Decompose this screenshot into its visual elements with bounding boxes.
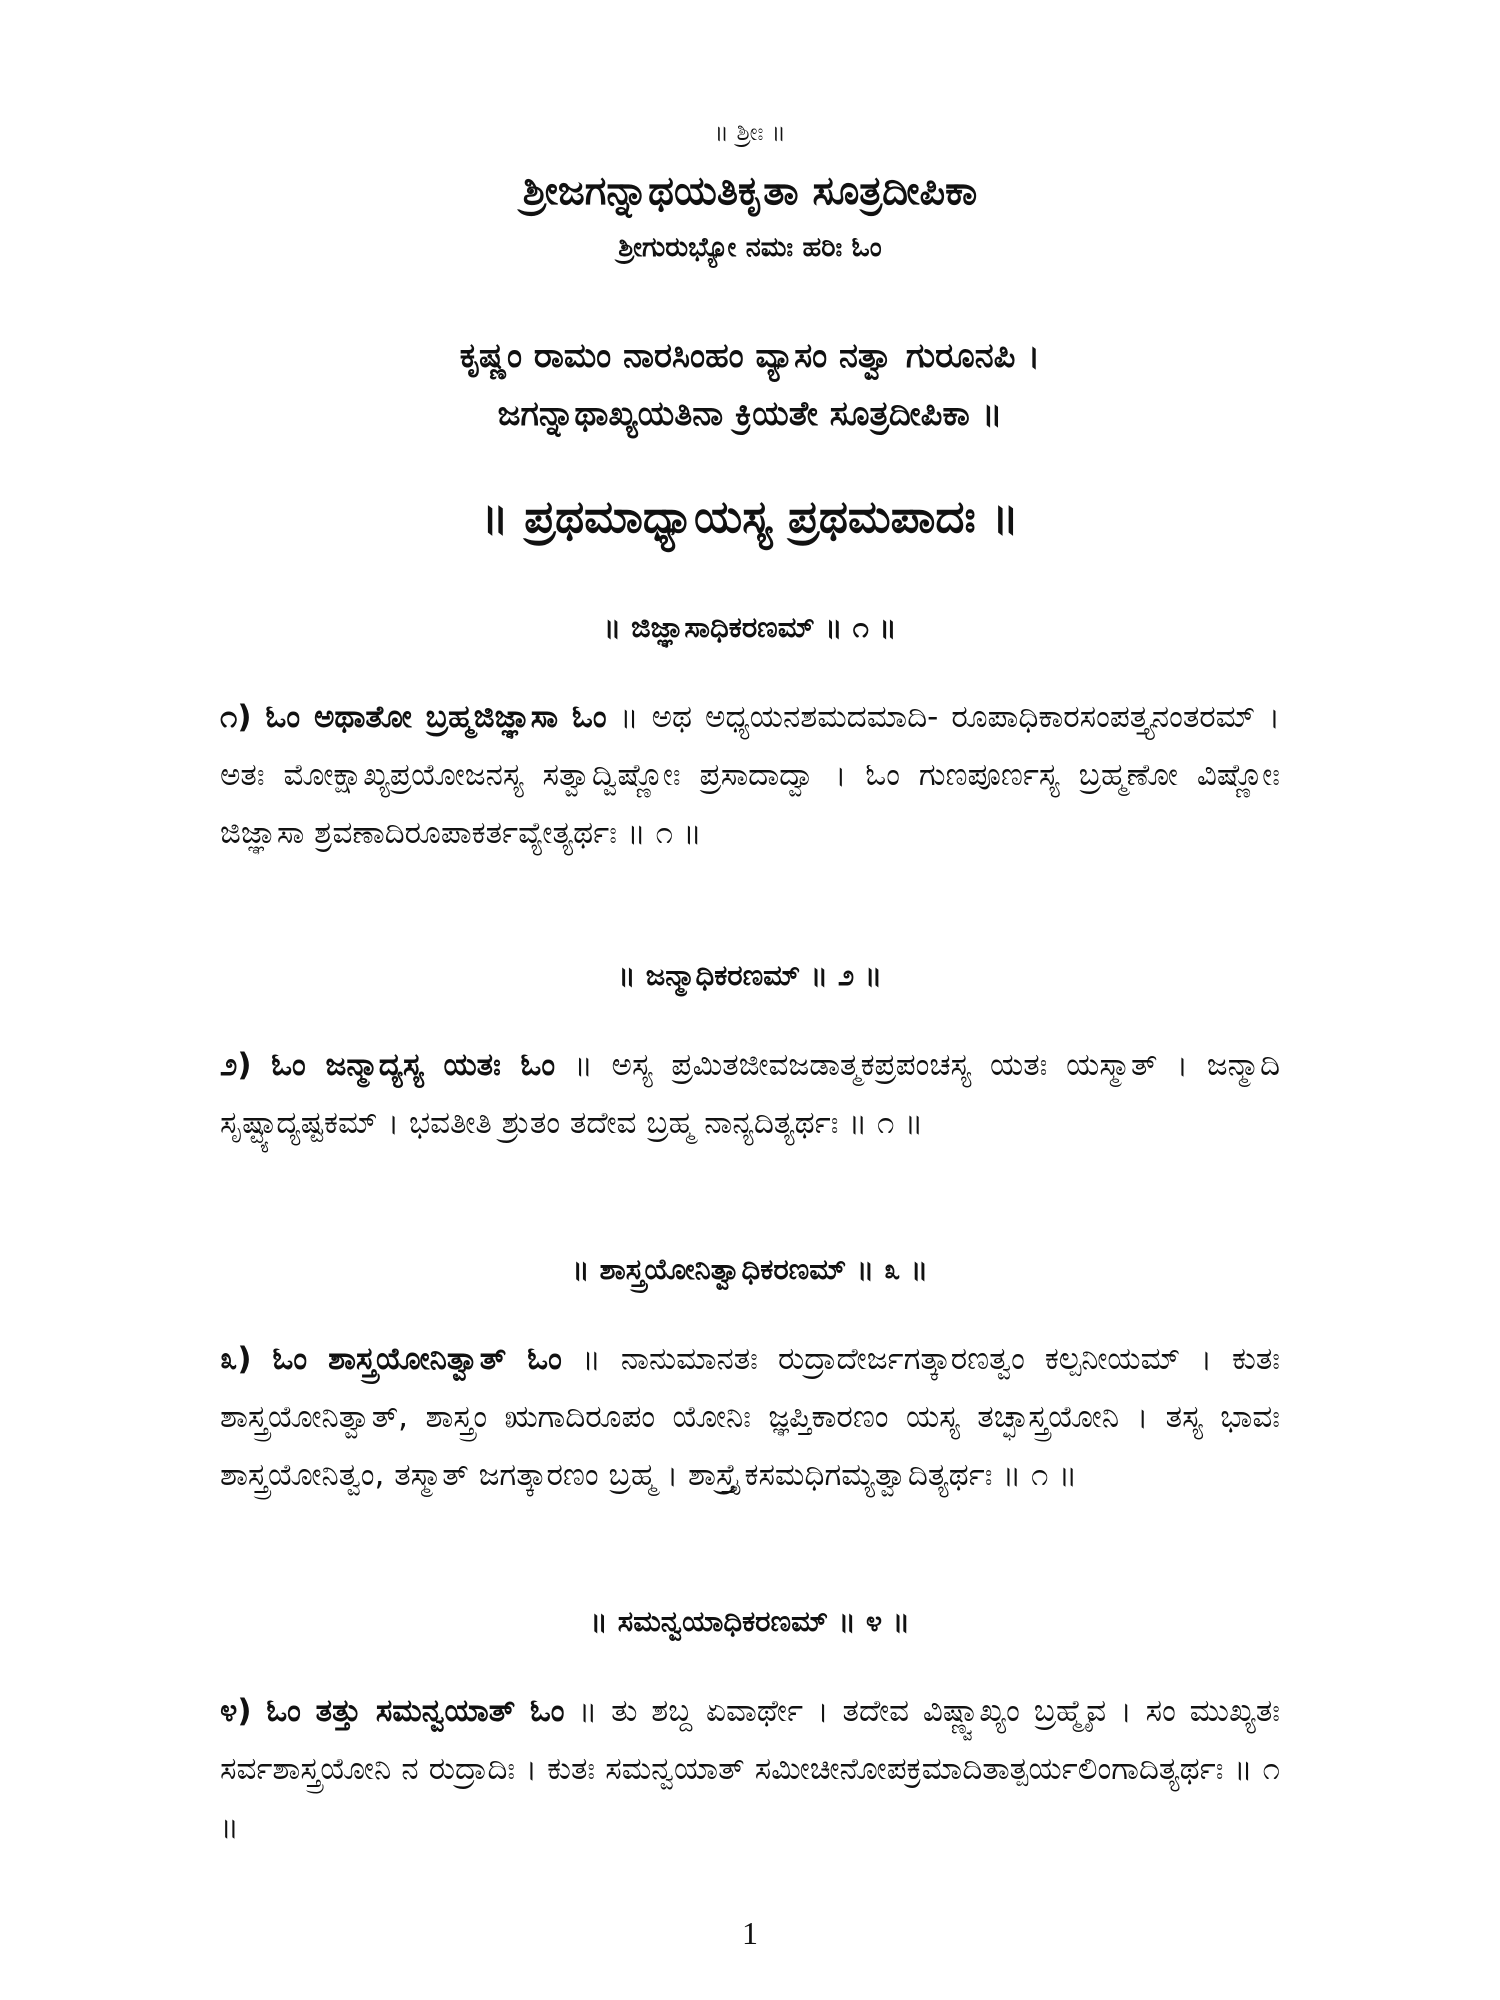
sutra-commentary: ॥ ಅಥ ಅಧ್ಯಯನಶಮದಮಾದಿ- ರೂಪಾಧಿಕಾರಸಂಪತ್ತ್ಯನಂತರಮ್ । ಅತಃ ಮೋಕ್ಷಾಖ್ಯಪ್ರಯೋಜನಸ್ಯ ಸತ್ವಾದ್ವಿಷ್ಣೋಃ ಪ್ರಸಾದಾದ್ವಾ । ಓಂ ಗುಣಪೂರ್ಣಸ್ಯ ಬ್ರಹ್ಮಣೋ ವಿಷ್ಣೋಃ ಜಿಜ್ಞಾಸಾ ಶ್ರವಣಾದಿರೂಪಾಕರ್ತವ್ಯೇತ್ಯರ್ಥಃ ॥ ೧ ॥: [220, 699, 1280, 851]
sutra-paragraph: [220, 1330, 1280, 1504]
sutra-text: ೨) ಓಂ ಜನ್ಮಾದ್ಯಸ್ಯ ಯತಃ ಓಂ: [220, 1047, 556, 1083]
page-title: ಶ್ರೀಜಗನ್ನಾಥಯತಿಕೃತಾ ಸೂತ್ರದೀಪಿಕಾ: [522, 168, 978, 214]
salutation: ಶ್ರೀಗುರುಭ್ಯೋ ನಮಃ ಹರಿಃ ಓಂ: [618, 232, 882, 263]
sutra-commentary: ॥ ಅಸ್ಯ ಪ್ರಮಿತಜೀವಜಡಾತ್ಮಕಪ್ರಪಂಚಸ್ಯ ಯತಃ ಯಸ್ಮಾತ್ । ಜನ್ಮಾದಿ ಸೃಷ್ಟ್ಯಾದ್ಯಷ್ಟಕಮ್ । ಭವತೀತಿ ಶ್ರುತಂ ತದೇವ ಬ್ರಹ್ಮ ನಾನ್ಯದಿತ್ಯರ್ಥಃ ॥ ೧ ॥: [220, 1047, 1280, 1141]
sutra-commentary: ॥ ನಾನುಮಾನತಃ ರುದ್ರಾದೇರ್ಜಗತ್ಕಾರಣತ್ವಂ ಕಲ್ಪನೀಯಮ್ । ಕುತಃ ಶಾಸ್ತ್ರಯೋನಿತ್ವಾತ್, ಶಾಸ್ತ್ರಂ ಋಗಾದಿರೂಪಂ ಯೋನಿಃ ಜ್ಞಪ್ತಿಕಾರಣಂ ಯಸ್ಯ ತಚ್ಛಾಸ್ತ್ರಯೋನಿ । ತಸ್ಯ ಭಾವಃ ಶಾಸ್ತ್ರಯೋನಿತ್ವಂ, ತಸ್ಮಾತ್ ಜಗತ್ಕಾರಣಂ ಬ್ರಹ್ಮ । ಶಾಸ್ತ್ರೈಕಸಮಧಿಗಮ್ಯತ್ವಾದಿತ್ಯರ್ಥಃ ॥ ೧ ॥: [220, 1341, 1280, 1493]
sutra-paragraph: [220, 1036, 1280, 1152]
chapter-heading: ॥ ಪ್ರಥಮಾಧ್ಯಾಯಸ್ಯ ಪ್ರಥಮಪಾದಃ ॥: [481, 490, 1019, 543]
opening-verse-line-2: ಜಗನ್ನಾಥಾಖ್ಯಯತಿನಾ ಕ್ರಿಯತೇ ಸೂತ್ರದೀಪಿಕಾ ॥: [497, 394, 1003, 434]
section-heading: ॥ ಜಿಜ್ಞಾಸಾಧಿಕರಣಮ್ ॥ ೧ ॥: [603, 610, 897, 644]
section-heading: ॥ ಶಾಸ್ತ್ರಯೋನಿತ್ವಾಧಿಕರಣಮ್ ॥ ೩ ॥: [571, 1252, 929, 1286]
opening-verse-line-1: ಕೃಷ್ಣಂ ರಾಮಂ ನಾರಸಿಂಹಂ ವ್ಯಾಸಂ ನತ್ವಾ ಗುರೂನಪಿ ।: [459, 336, 1041, 376]
invocation: ॥ ಶ್ರೀಃ ॥: [714, 118, 786, 146]
page-number: 1: [742, 1915, 758, 1951]
sutra-text: ೧) ಓಂ ಅಥಾತೋ ಬ್ರಹ್ಮಜಿಜ್ಞಾಸಾ ಓಂ: [220, 699, 607, 735]
section-heading: ॥ ಜನ್ಮಾಧಿಕರಣಮ್ ॥ ೨ ॥: [617, 958, 883, 992]
sutra-text: ೪) ಓಂ ತತ್ತು ಸಮನ್ವಯಾತ್ ಓಂ: [220, 1693, 565, 1729]
section-heading: ॥ ಸಮನ್ವಯಾಧಿಕರಣಮ್ ॥ ೪ ॥: [590, 1604, 910, 1638]
sutra-paragraph: [220, 688, 1280, 862]
sutra-text: ೩) ಓಂ ಶಾಸ್ತ್ರಯೋನಿತ್ವಾತ್ ಓಂ: [220, 1341, 562, 1377]
sutra-paragraph: [220, 1682, 1280, 1856]
sutra-commentary: ॥ ತು ಶಬ್ದ ಏವಾರ್ಥೇ । ತದೇವ ವಿಷ್ಣ್ವಾಖ್ಯಂ ಬ್ರಹ್ಮೈವ । ಸಂ ಮುಖ್ಯತಃ ಸರ್ವಶಾಸ್ತ್ರಯೋನಿ ನ ರುದ್ರಾದಿಃ । ಕುತಃ ಸಮನ್ವಯಾತ್ ಸಮೀಚೀನೋಪಕ್ರಮಾದಿತಾತ್ಪರ್ಯಲಿಂಗಾದಿತ್ಯರ್ಥಃ ॥ ೧ ॥: [220, 1693, 1280, 1845]
